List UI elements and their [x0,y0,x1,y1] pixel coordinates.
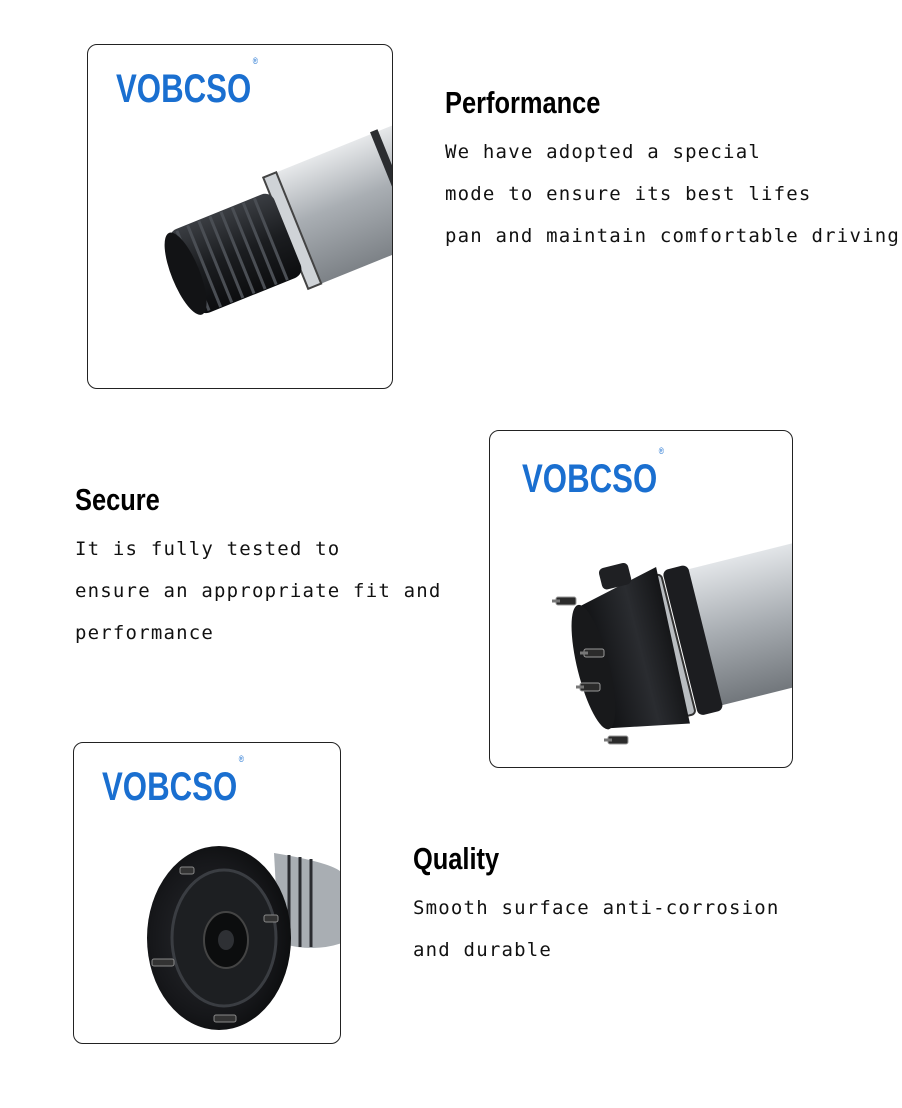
brand-name: VOBCSO [102,765,238,809]
quality-text-line-2: and durable [413,939,553,961]
performance-text-line-2: mode to ensure its best lifes [445,183,812,205]
product-card-quality [73,742,341,1044]
air-strut-top-mount-icon [490,431,793,768]
registered-mark: ® [238,753,244,764]
brand-name: VOBCSO [522,457,658,501]
secure-text-line-2: ensure an appropriate fit and [75,580,442,602]
product-card-secure [489,430,793,768]
product-card-performance [87,44,393,389]
air-strut-mount-top-view-icon [74,743,341,1044]
secure-text-line-3: performance [75,622,215,644]
air-spring-dust-boot-icon [88,45,393,389]
section-heading-secure: Secure [75,482,160,517]
registered-mark: ® [658,445,664,456]
registered-mark: ® [252,55,258,66]
quality-text-line-1: Smooth surface anti-corrosion [413,897,780,919]
brand-name: VOBCSO [116,67,252,111]
section-heading-performance: Performance [445,85,601,120]
secure-text-line-1: It is fully tested to [75,538,341,560]
performance-text-line-1: We have adopted a special [445,141,761,163]
performance-text-line-3: pan and maintain comfortable driving [445,225,901,247]
section-heading-quality: Quality [413,841,500,876]
